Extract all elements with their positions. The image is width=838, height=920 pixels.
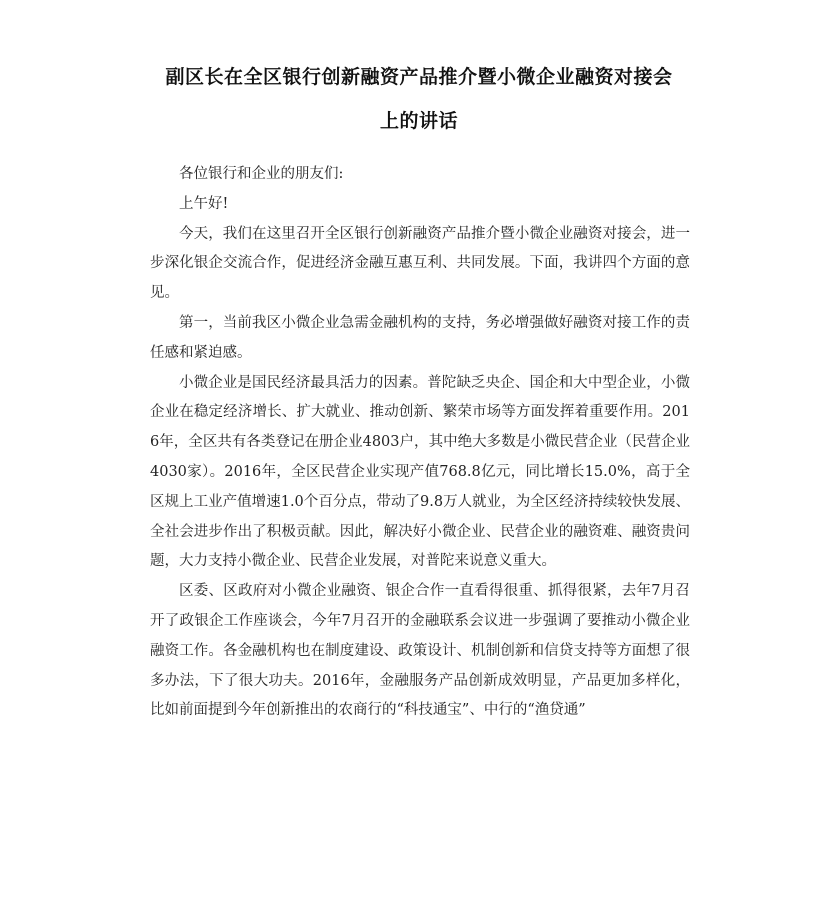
paragraph-intro: 今天，我们在这里召开全区银行创新融资产品推介暨小微企业融资对接会，进一步深化银企交流合作，促进经济金融互惠互利、共同发展。下面，我讲四个方面的意见。 — [150, 225, 690, 302]
paragraph-small-business: 小微企业是国民经济最具活力的因素。普陀缺乏央企、国企和大中型企业，小微企业在稳定经济增长、扩大就业、推动创新、繁荣市场等方面发挥着重要作用。2016年，全区共有各类登记在册企业4803户，其中绝大多数是小微民营企业（民营企业4030家）。2016年，全区民营企业实现产值768.8亿元，同比增长15.0%，高于全区规上工业产值增速1.0个百分点，带动了9.8万人就业，为全区经济持续较快发展、全社会进步作出了积极贡献。因此，解决好小微企业、民营企业的融资难、融资贵问题，大力支持小微企业、民营企业发展，对普陀来说意义重大。 — [150, 374, 690, 570]
document-title-line-2: 上的讲话 — [379, 110, 458, 132]
paragraph-point-one: 第一，当前我区小微企业急需金融机构的支持，务必增强做好融资对接工作的责任感和紧迫感。 — [150, 314, 690, 361]
greeting: 上午好! — [179, 195, 229, 212]
paragraph-government-support: 区委、区政府对小微企业融资、银企合作一直看得很重、抓得很紧，去年7月召开了政银企工作座谈会，今年7月召开的金融联系会议进一步强调了要推动小微企业融资工作。各金融机构也在制度建设、政策设计、机制创新和信贷支持等方面想了很多办法，下了很大功夫。2016年，金融服务产品创新成效明显，产品更加多样化，比如前面提到今年创新推出的农商行的“科技通宝”、中行的“渔贷通” — [150, 583, 690, 719]
document-title-line-1: 副区长在全区银行创新融资产品推介暨小微企业融资对接会 — [165, 66, 673, 88]
salutation: 各位银行和企业的朋友们: — [179, 166, 344, 182]
document-body — [150, 160, 690, 726]
